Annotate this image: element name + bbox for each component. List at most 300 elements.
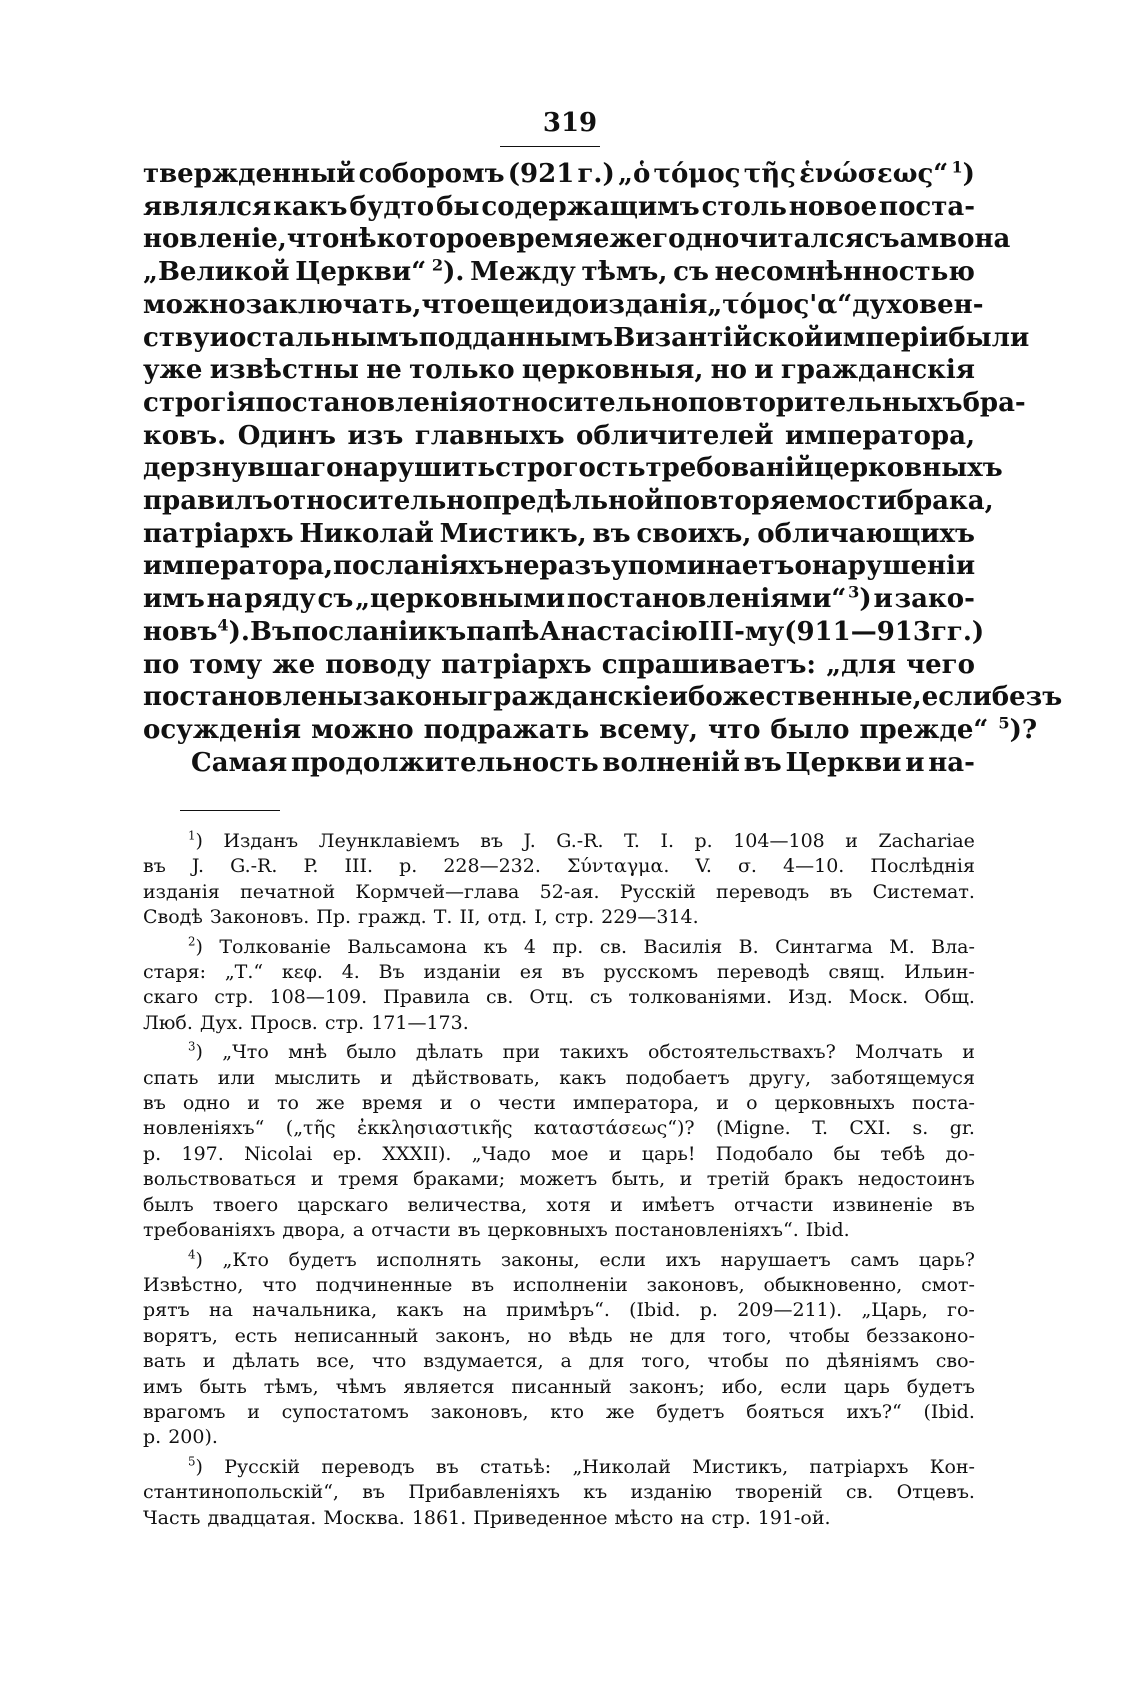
word: извѣстны xyxy=(209,355,359,386)
word: скаго xyxy=(143,986,199,1009)
word: (911—913 xyxy=(784,616,931,647)
word: посланіи xyxy=(291,616,428,647)
word: Σύνταγμα. xyxy=(566,855,670,878)
word: „Чадо xyxy=(471,1142,531,1165)
word: чести xyxy=(498,1092,556,1115)
word: гражданскіе xyxy=(477,682,669,713)
word: поста- xyxy=(879,191,975,222)
word: и xyxy=(845,830,858,852)
footnote-line xyxy=(143,1066,975,1091)
word: мнѣ xyxy=(288,1041,328,1064)
word: Кон- xyxy=(929,1455,975,1478)
word: дѣлать xyxy=(415,1041,484,1064)
word: старя: xyxy=(143,961,207,984)
word: T. xyxy=(812,1117,828,1140)
word: ихъ xyxy=(665,1248,701,1271)
word: къ xyxy=(583,1481,608,1504)
word: J. xyxy=(191,855,205,878)
main-line xyxy=(143,223,1011,256)
word: Люб. xyxy=(143,1011,193,1034)
word: Въ xyxy=(378,961,405,984)
word: же xyxy=(605,1400,635,1423)
word: $^4$). xyxy=(217,615,250,647)
word: Мистикъ, xyxy=(692,1455,789,1478)
word: начальника, xyxy=(252,1299,378,1322)
word: тебѣ xyxy=(880,1142,926,1165)
word: отчасти xyxy=(733,1193,814,1216)
main-line xyxy=(143,256,975,289)
main-line xyxy=(143,615,985,649)
word: ству xyxy=(143,322,210,353)
word: G.-R. xyxy=(230,855,278,878)
word: царь? xyxy=(918,1248,975,1271)
word: II, xyxy=(459,906,481,929)
main-line xyxy=(143,550,975,583)
word: и xyxy=(905,747,925,778)
main-line xyxy=(143,387,1026,420)
word: печатной xyxy=(240,880,336,903)
word: тому xyxy=(189,649,263,680)
word: Николай xyxy=(299,518,434,549)
word: хотя xyxy=(546,1193,591,1216)
word: спрашиваетъ: xyxy=(601,649,816,680)
word: Часть xyxy=(143,1506,201,1529)
main-line xyxy=(143,485,994,518)
word: ея xyxy=(519,961,543,984)
page-number: 319 xyxy=(542,108,598,138)
word: Ильин- xyxy=(904,961,975,984)
footnote-5 xyxy=(143,1455,975,1531)
word: („τῆς xyxy=(285,1117,336,1140)
main-line xyxy=(143,354,975,387)
word: къ xyxy=(483,935,508,958)
word: 52-ая. xyxy=(539,880,600,903)
word: русскомъ xyxy=(603,961,699,984)
word: CXI. xyxy=(849,1117,892,1140)
word: $^1$) xyxy=(951,157,975,189)
word: тремя xyxy=(338,1168,399,1191)
word: или xyxy=(217,1066,256,1089)
word: тѣмъ, xyxy=(263,1375,319,1398)
footnote-marker: $^1$) xyxy=(188,828,203,852)
word: Пр. xyxy=(316,906,352,929)
word: въ xyxy=(143,855,166,878)
word: беззаконо- xyxy=(866,1324,975,1347)
word: Подобало xyxy=(715,1142,814,1165)
word: пр. xyxy=(552,935,584,958)
word: относительно xyxy=(272,486,483,517)
word: V. xyxy=(695,855,712,878)
word: остальнымъ xyxy=(228,322,419,353)
word: ковъ. xyxy=(143,420,227,451)
word: стр. xyxy=(711,1506,751,1529)
word: въ xyxy=(829,880,853,903)
word: и xyxy=(668,682,688,713)
word: посланіяхъ xyxy=(333,551,504,582)
word: Одинъ xyxy=(237,420,336,451)
word: патріархъ xyxy=(809,1455,909,1478)
main-line xyxy=(143,322,1030,355)
word: гражд. xyxy=(358,906,427,929)
word: ἑνώσεως“ xyxy=(799,159,949,189)
word: и xyxy=(379,1066,393,1089)
footnote-line xyxy=(143,935,975,960)
word: новленіе, xyxy=(143,224,287,255)
word: но xyxy=(527,1324,552,1347)
word: если xyxy=(599,1248,646,1271)
word: еще xyxy=(473,289,536,320)
word: одно xyxy=(182,1092,231,1115)
word: постановленіяхъ“. xyxy=(614,1219,799,1242)
word: патріархъ xyxy=(143,518,294,549)
word: неписанный xyxy=(294,1324,419,1347)
word: чтобы xyxy=(788,1324,850,1347)
word: несомнѣнностью xyxy=(714,257,975,288)
word: 228—232. xyxy=(443,855,541,878)
word: отд. xyxy=(487,906,528,929)
word: переводѣ xyxy=(716,961,810,984)
word: строгія xyxy=(143,387,256,418)
word: св. xyxy=(486,986,514,1009)
word: P. xyxy=(303,855,319,878)
word: 4—10. xyxy=(783,855,845,878)
main-line xyxy=(143,518,975,551)
footnote-rule xyxy=(180,810,280,811)
word: Церкви xyxy=(785,747,902,778)
word: Отц. xyxy=(529,986,574,1009)
word: и xyxy=(679,1168,693,1191)
word: нарушеніи xyxy=(811,551,976,582)
word: Изд. xyxy=(788,986,833,1009)
word: время xyxy=(498,224,593,255)
word: царскаго xyxy=(297,1193,389,1216)
word: постановленіями“ xyxy=(566,584,847,615)
word: г.) xyxy=(577,159,615,189)
word: тѣмъ, xyxy=(581,257,668,288)
footnote-line xyxy=(143,1375,975,1400)
word: Системат. xyxy=(872,880,975,903)
word: ворятъ, xyxy=(143,1324,218,1347)
word: строгость xyxy=(495,453,646,484)
word: Послѣднія xyxy=(870,855,975,878)
main-line xyxy=(143,747,975,780)
word: требованій xyxy=(645,453,815,484)
word: p. xyxy=(699,1299,718,1322)
word: 200). xyxy=(168,1426,218,1449)
word: „ὁ xyxy=(617,159,651,189)
word: новъ xyxy=(143,616,218,647)
main-line xyxy=(143,191,975,224)
word: обыкновенно, xyxy=(763,1273,903,1296)
word: если xyxy=(921,682,992,713)
main-line xyxy=(143,583,975,616)
main-line xyxy=(143,713,1038,747)
word: съ xyxy=(589,986,613,1009)
word: Москва. xyxy=(323,1506,405,1529)
word: будетъ xyxy=(656,1400,725,1423)
footnote-3 xyxy=(143,1040,975,1243)
word: подражать xyxy=(423,714,590,745)
word: 108—109. xyxy=(269,986,368,1009)
word: является xyxy=(403,1375,495,1398)
word: (921 xyxy=(507,159,575,189)
word: Извѣстно, xyxy=(143,1273,244,1296)
word: браками; xyxy=(413,1168,506,1191)
word: и xyxy=(202,1350,216,1373)
word: бояться xyxy=(746,1400,825,1423)
word: имъ xyxy=(143,584,205,615)
footnote-line xyxy=(143,1400,975,1425)
footnote-line xyxy=(143,1506,975,1531)
word: церковныхъ xyxy=(814,453,1003,484)
word: величества, xyxy=(407,1193,528,1216)
word: законовъ, xyxy=(646,1273,745,1296)
word: есть xyxy=(234,1324,278,1347)
word: „τόμος'α“ xyxy=(707,289,853,320)
word: императора, xyxy=(572,1092,700,1115)
word: какъ xyxy=(396,1299,444,1322)
word: 171—173. xyxy=(371,1011,469,1034)
word: что xyxy=(707,714,761,745)
word: рятъ xyxy=(143,1299,190,1322)
word: изданіи xyxy=(423,961,501,984)
footnote-line xyxy=(143,1091,975,1116)
word: „Царь, xyxy=(861,1299,928,1322)
word: τῆς xyxy=(743,159,796,189)
word: относительно xyxy=(478,387,689,418)
word: въ xyxy=(471,1273,495,1296)
word: всему, xyxy=(599,714,698,745)
word: о xyxy=(746,1092,758,1115)
word: было xyxy=(346,1041,397,1064)
word: ряду xyxy=(244,584,316,615)
word: быть xyxy=(199,1375,247,1398)
word: свящ. xyxy=(828,961,886,984)
word: переводъ xyxy=(716,880,810,903)
word: законъ; xyxy=(628,1375,705,1398)
word: (Migne. xyxy=(715,1117,791,1140)
word: къ xyxy=(427,616,467,647)
word: въ xyxy=(362,1481,386,1504)
word: изданія xyxy=(143,880,220,903)
word: что xyxy=(421,289,474,320)
page-number-rule xyxy=(500,146,600,147)
word: по xyxy=(143,649,180,680)
word: церковныя, xyxy=(521,355,704,386)
word: быть, xyxy=(611,1168,666,1191)
word: ихъ?“ xyxy=(846,1400,902,1423)
word: обличающихъ xyxy=(757,518,975,549)
footnote-line xyxy=(143,829,975,854)
word: и xyxy=(754,355,774,386)
word: 209—211). xyxy=(737,1299,843,1322)
word: и xyxy=(209,322,229,353)
word: нарушить xyxy=(343,453,496,484)
word: какъ xyxy=(559,1066,607,1089)
word: правилъ xyxy=(143,486,273,517)
word: p. xyxy=(399,855,418,878)
word: мыслить xyxy=(274,1066,361,1089)
word: самъ xyxy=(850,1248,900,1271)
footnote-marker: $^3$) xyxy=(188,1039,203,1064)
word: и xyxy=(247,1400,260,1423)
word: законы, xyxy=(500,1248,580,1271)
word: $^5$)? xyxy=(998,713,1038,745)
word: XXXII). xyxy=(382,1142,452,1165)
word: Общ. xyxy=(924,986,975,1009)
word: постановлены xyxy=(143,682,363,713)
word: „Николай xyxy=(572,1455,671,1478)
word: только xyxy=(409,355,515,386)
footnote-1 xyxy=(143,829,975,931)
word: Мистикъ, xyxy=(439,518,587,549)
word: главныхъ xyxy=(414,420,565,451)
word: I. xyxy=(660,830,675,852)
word: и xyxy=(873,584,893,615)
word: заботящемуся xyxy=(830,1066,975,1089)
word: В. xyxy=(738,935,759,958)
word: будто xyxy=(349,191,435,222)
footnote-4 xyxy=(143,1248,975,1451)
word: и xyxy=(247,1092,260,1115)
word: но xyxy=(710,355,748,386)
word: церковныхъ xyxy=(487,1219,608,1242)
word: статьѣ: xyxy=(479,1455,552,1478)
footnote-line xyxy=(143,1248,975,1273)
word: въ xyxy=(592,518,631,549)
main-line xyxy=(143,289,984,322)
word: изданія xyxy=(589,289,708,320)
word: зако- xyxy=(894,584,975,615)
word: волненій xyxy=(602,747,740,778)
word: T. xyxy=(624,830,640,852)
footnote-marker: $^5$) xyxy=(188,1454,203,1478)
word: ибо, xyxy=(721,1375,764,1398)
word: царь xyxy=(843,1375,890,1398)
word: являлся xyxy=(143,191,272,222)
word: кто xyxy=(550,1400,585,1423)
word: до xyxy=(554,289,590,320)
word: поста- xyxy=(911,1092,975,1115)
word: Приведенное xyxy=(473,1506,608,1529)
word: на xyxy=(206,584,243,615)
word: I, xyxy=(534,906,548,929)
word: чего xyxy=(906,649,975,680)
word: поводу xyxy=(325,649,431,680)
word: Кормчей—глава xyxy=(355,880,520,903)
word: повторительныхъ xyxy=(688,387,963,418)
word: бра- xyxy=(962,387,1026,418)
word: то xyxy=(277,1092,299,1115)
word: вздумается, xyxy=(423,1350,544,1373)
word: для xyxy=(588,1350,625,1373)
word: упоминаетъ xyxy=(611,551,795,582)
word: вать xyxy=(143,1350,186,1373)
word: s. xyxy=(912,1117,929,1140)
word: законовъ, xyxy=(430,1400,529,1423)
word: что xyxy=(371,1350,407,1373)
word: какъ xyxy=(273,191,348,222)
word: супостатомъ xyxy=(281,1400,409,1423)
word: же xyxy=(316,1092,345,1115)
footnote-line xyxy=(143,1273,975,1298)
footnotes xyxy=(143,825,975,1531)
word: двора, xyxy=(282,1219,346,1242)
word: III-му xyxy=(697,616,785,647)
word: писанный xyxy=(511,1375,612,1398)
word: дерзнувшаго xyxy=(143,453,344,484)
word: мое xyxy=(551,1142,589,1165)
word: Т. xyxy=(433,906,453,929)
word: отчасти xyxy=(371,1219,451,1242)
word: вольствоваться xyxy=(143,1168,297,1191)
word: осужденія xyxy=(143,714,302,745)
word: въ xyxy=(435,1455,459,1478)
main-text xyxy=(143,157,1063,779)
word: предѣльной xyxy=(482,486,664,517)
word: спать xyxy=(143,1066,199,1089)
footnote-line xyxy=(143,880,975,905)
word: исполнять xyxy=(376,1248,482,1271)
word: недостоинъ xyxy=(857,1168,975,1191)
word: бракъ xyxy=(784,1168,844,1191)
word: новое xyxy=(788,191,878,222)
word: (Ibid. xyxy=(923,1400,975,1423)
word: на xyxy=(209,1299,234,1322)
word: постановленія xyxy=(255,387,479,418)
footnote-line xyxy=(143,1011,975,1036)
word: заключать, xyxy=(245,289,422,320)
word: Сводѣ xyxy=(143,906,203,929)
word: а xyxy=(560,1350,572,1373)
word: Толкованіе xyxy=(219,935,331,958)
word: (Ibid. xyxy=(629,1299,681,1322)
footnote-line xyxy=(143,985,975,1010)
word: имѣетъ xyxy=(641,1193,715,1216)
word: Вла- xyxy=(931,935,975,958)
word: Самая xyxy=(191,747,288,778)
word: былъ xyxy=(143,1193,194,1216)
word: стр. xyxy=(554,906,595,929)
word: твоего xyxy=(212,1193,279,1216)
word: ep. xyxy=(332,1142,363,1165)
word: дѣяніямъ xyxy=(826,1350,919,1373)
word: дѣйствовать, xyxy=(411,1066,540,1089)
word: исполненіи xyxy=(512,1273,628,1296)
word: переводъ xyxy=(321,1455,415,1478)
main-line xyxy=(143,681,1063,714)
word: сво- xyxy=(935,1350,975,1373)
word: время xyxy=(361,1092,423,1115)
word: читался xyxy=(739,224,864,255)
word: твержденный xyxy=(143,159,356,189)
word: третій xyxy=(706,1168,770,1191)
word: въ xyxy=(457,1219,481,1242)
footnote-line xyxy=(143,1193,975,1218)
word: Въ xyxy=(249,616,292,647)
word: толкованіями. xyxy=(628,986,773,1009)
word: Леунклавіемъ xyxy=(318,830,460,852)
word: Церкви“ xyxy=(295,257,427,288)
word: G.-R. xyxy=(556,830,604,852)
word: папѣ xyxy=(466,616,540,647)
main-line xyxy=(143,158,975,191)
word: не xyxy=(366,355,402,386)
word: Законовъ. xyxy=(209,906,310,929)
footnote-line xyxy=(143,1324,975,1349)
word: на xyxy=(680,1506,705,1529)
word: твореній xyxy=(735,1481,823,1504)
